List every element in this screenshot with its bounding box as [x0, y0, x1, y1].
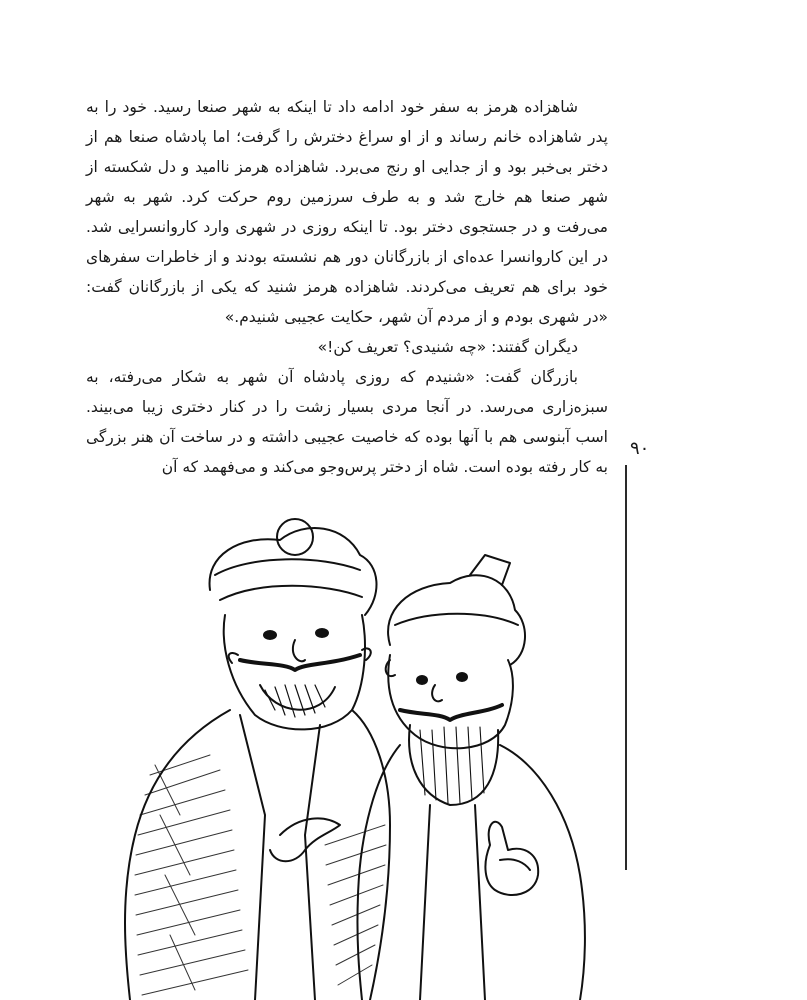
- paragraph-3: بازرگان گفت: «شنیدم که روزی پادشاه آن شهر به شکار می‌رفته، به سبزه‌زاری می‌رسد. در آنجا مردی بسیار زشت را در کنار دختری زیبا می‌بیند. اسب آبنوسی هم با آنها بوده که خاصیت عجیبی داشته و در ساخت آن هنر بزرگی به کار رفته بوده است. شاه از دختر پرس‌وجو می‌کند و می‌فهمد که آن: [86, 368, 608, 476]
- paragraph-1: شاهزاده هرمز به سفر خود ادامه داد تا اینکه به شهر صنعا رسید. خود را به پدر شاهزاده خانم رساند و از او سراغ دخترش را گرفت؛ اما پادشاه صنعا هم از دختر بی‌خبر بود و از جدایی او رنج می‌برد. شاهزاده هرمز ناامید و دل شکسته از شهر صنعا هم خارج شد و به طرف سرزمین روم حرکت کرد. شهر به شهر می‌رفت و در جستجوی دختر بود. تا اینکه روزی در شهری وارد کاروانسرایی شد. در این کاروانسرا عده‌ای از بازرگانان دور هم نشسته بودند و از خاطرات سفرهای خود برای هم تعریف می‌کردند. شاهزاده هرمز شنید که یکی از بازرگانان گفت: «در شهری بودم و از مردم آن شهر، حکایت عجیبی شنیدم.»: [86, 98, 608, 326]
- story-text: [86, 92, 608, 482]
- margin-rule: [625, 465, 627, 870]
- paragraph-2: دیگران گفتند: «چه شنیدی؟ تعریف کن!»: [317, 338, 578, 356]
- merchants-illustration: [90, 515, 620, 1000]
- page-number: ۹۰: [630, 438, 650, 459]
